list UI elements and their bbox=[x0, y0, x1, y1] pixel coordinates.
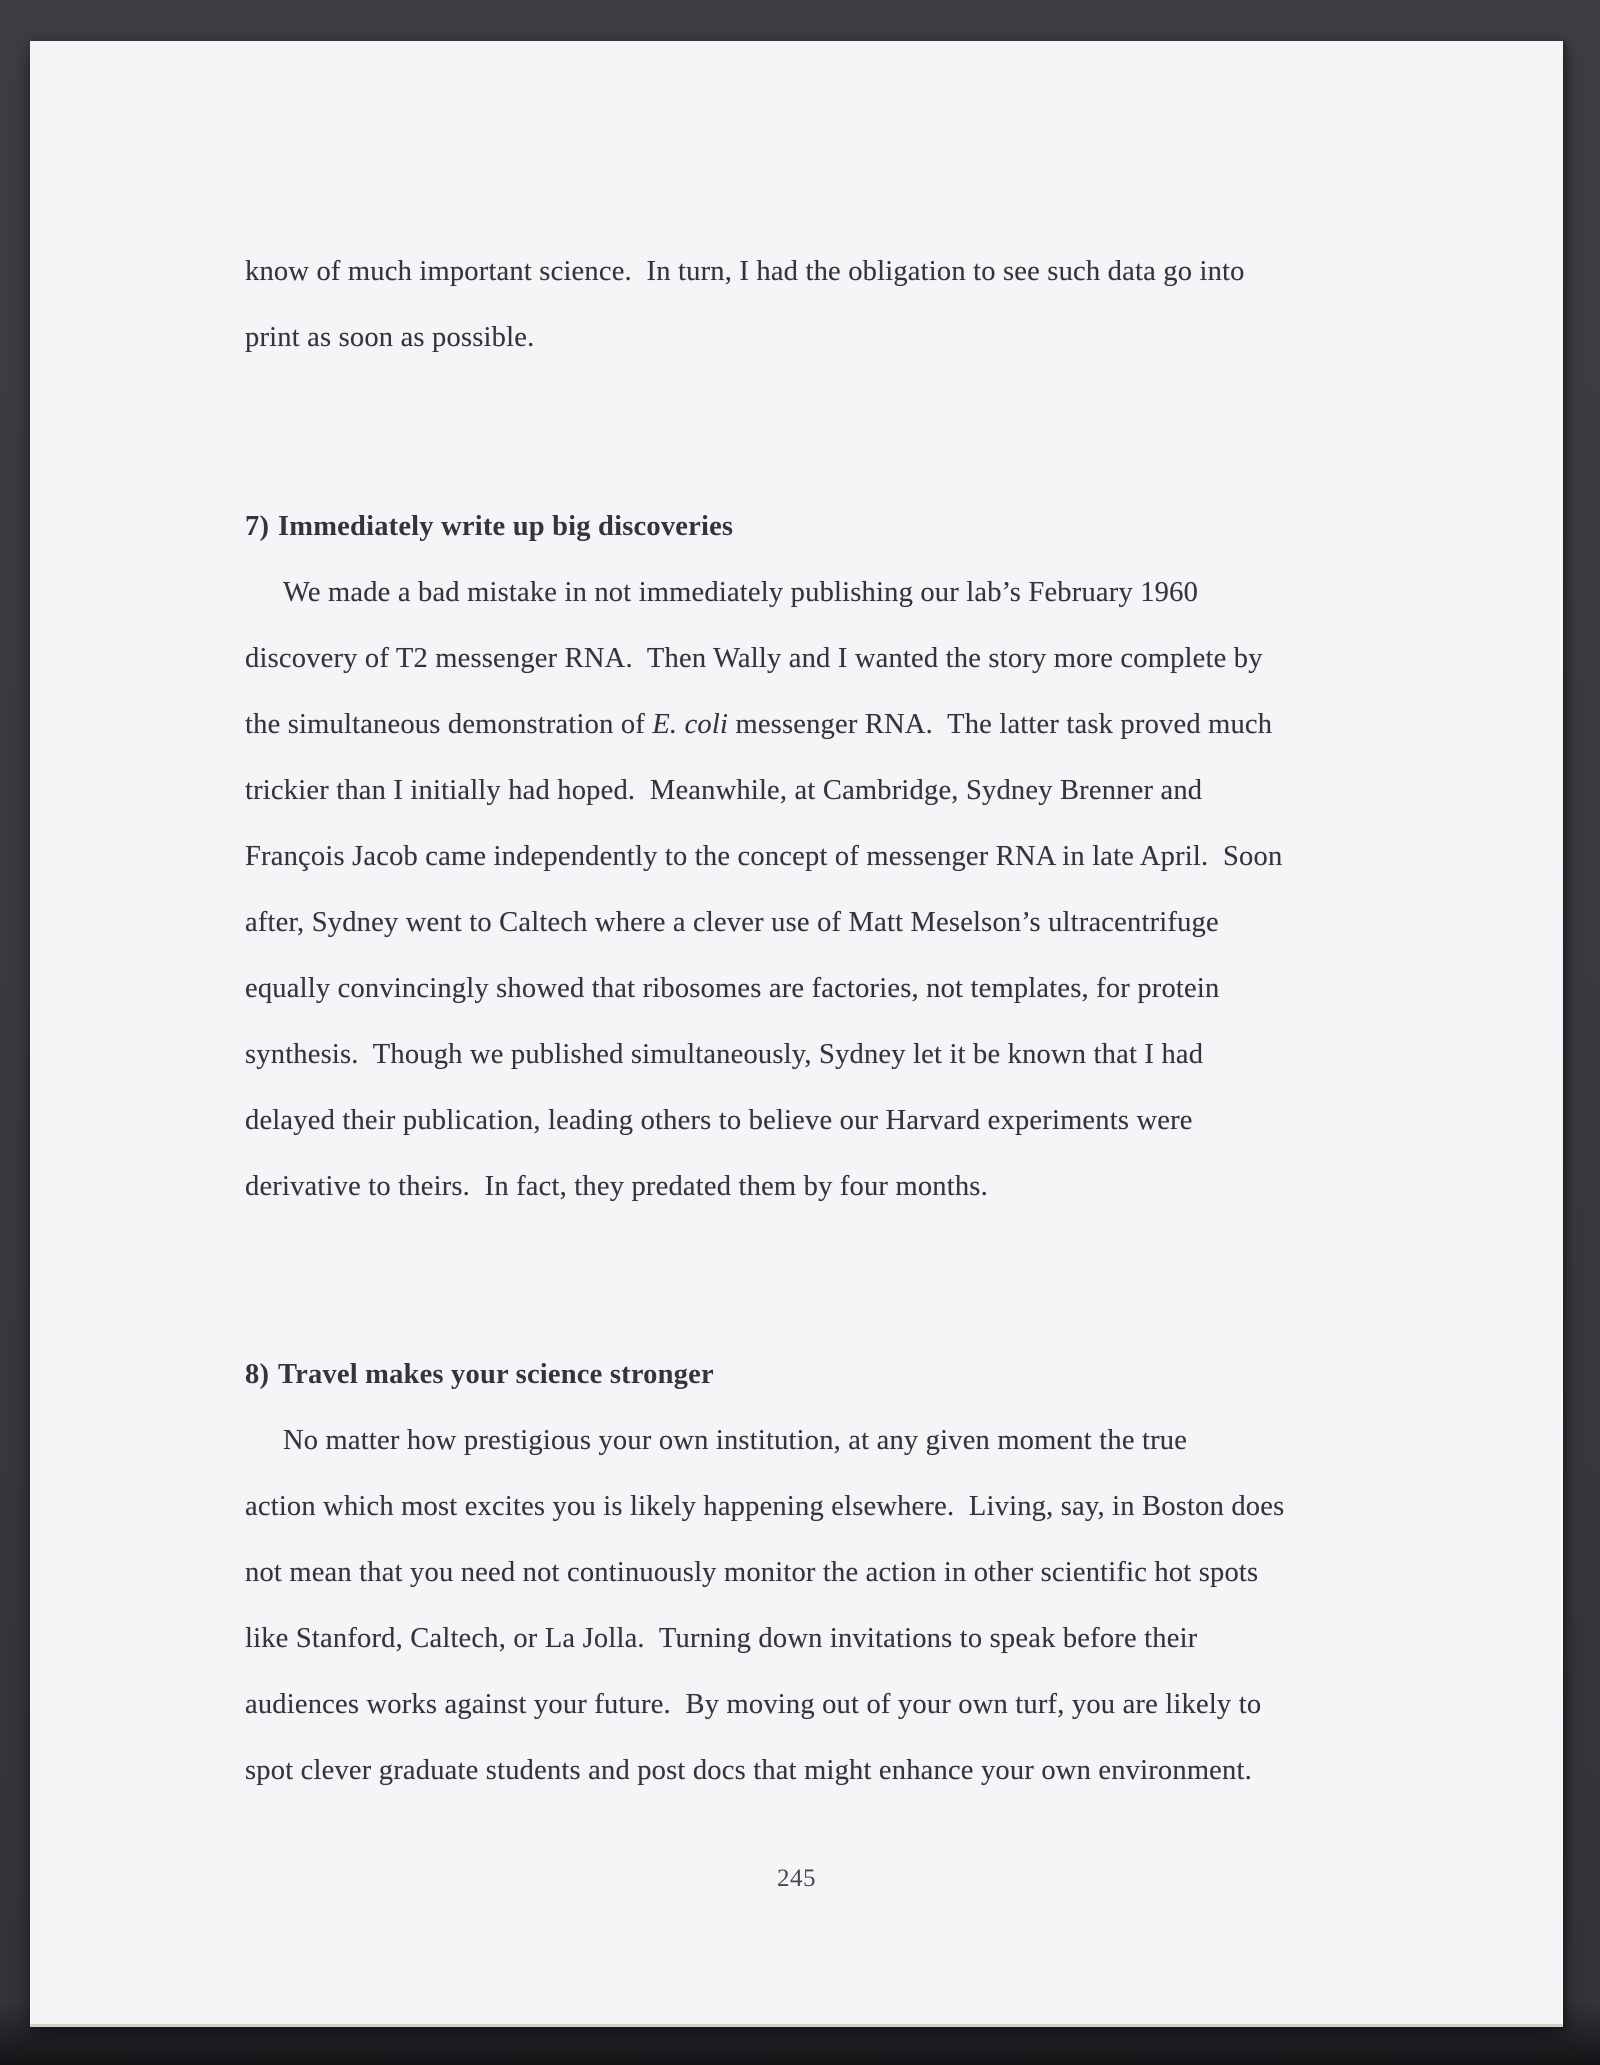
text-run: messenger RNA. The latter task proved much bbox=[728, 709, 1273, 740]
section-7-heading bbox=[245, 494, 1385, 560]
intro-paragraph bbox=[245, 239, 1385, 371]
text-line: action which most excites you is likely happening elsewhere. Living, say, in Boston does bbox=[245, 1491, 1285, 1522]
text-line: trickier than I initially had hoped. Meanwhile, at Cambridge, Sydney Brenner and bbox=[245, 775, 1203, 806]
text-line: audiences works against your future. By moving out of your own turf, you are likely to bbox=[245, 1689, 1262, 1720]
text-line: delayed their publication, leading others to believe our Harvard experiments were bbox=[245, 1105, 1193, 1136]
text-line: equally convincingly showed that ribosomes are factories, not templates, for protein bbox=[245, 973, 1220, 1004]
section-number: 7) bbox=[245, 511, 270, 542]
text-run: the simultaneous demonstration of bbox=[245, 709, 653, 740]
text-line: discovery of T2 messenger RNA. Then Wally and I wanted the story more complete by bbox=[245, 643, 1263, 674]
section-title: Immediately write up big discoveries bbox=[278, 511, 734, 542]
text-line: after, Sydney went to Caltech where a clever use of Matt Meselson’s ultracentrifuge bbox=[245, 907, 1219, 938]
page-number: 245 bbox=[777, 1865, 816, 1892]
text-line: not mean that you need not continuously monitor the action in other scientific hot spots bbox=[245, 1557, 1259, 1588]
section-7-paragraph bbox=[245, 560, 1385, 1220]
text-line: spot clever graduate students and post docs that might enhance your own environment. bbox=[245, 1755, 1252, 1786]
document-page bbox=[30, 41, 1563, 2027]
text-line: print as soon as possible. bbox=[245, 322, 535, 353]
text-line: François Jacob came independently to the concept of messenger RNA in late April. Soon bbox=[245, 841, 1283, 872]
section-8-heading bbox=[245, 1342, 1385, 1408]
text-line: We made a bad mistake in not immediately publishing our lab’s February 1960 bbox=[283, 577, 1199, 608]
section-title: Travel makes your science stronger bbox=[278, 1359, 714, 1390]
text-line bbox=[245, 692, 1385, 758]
section-8-paragraph bbox=[245, 1408, 1385, 1804]
text-line: synthesis. Though we published simultaneously, Sydney let it be known that I had bbox=[245, 1039, 1204, 1070]
text-line: No matter how prestigious your own institution, at any given moment the true bbox=[283, 1425, 1188, 1456]
section-number: 8) bbox=[245, 1359, 270, 1390]
italic-species-name: E. coli bbox=[652, 709, 729, 740]
text-line: like Stanford, Caltech, or La Jolla. Turning down invitations to speak before their bbox=[245, 1623, 1198, 1654]
text-line: derivative to theirs. In fact, they predated them by four months. bbox=[245, 1171, 988, 1202]
text-line: know of much important science. In turn, I had the obligation to see such data go into bbox=[245, 256, 1245, 287]
